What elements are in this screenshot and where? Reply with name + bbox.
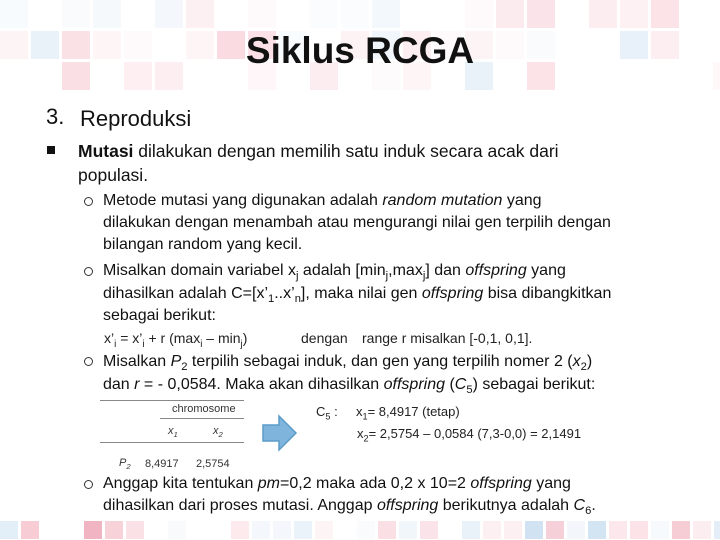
right-arrow-icon [262, 414, 298, 452]
item2-line-1: Misalkan domain variabel $x_j$ adalah $[\min_j,\max_j]$ dan offspring yang [103, 262, 566, 283]
intro-rest: dilakukan dengan memilih satu induk secara acak dari [133, 141, 559, 161]
item1-line-1: Metode mutasi yang digunakan adalah random mutation yang [103, 192, 542, 209]
formula-range: range r misalkan [-0,1, 0,1]. [362, 330, 533, 346]
result-x1: $x_1= 8,4917$ (tetap) [356, 404, 460, 422]
decorative-square [372, 0, 400, 28]
table-header: chromosome [172, 403, 236, 415]
mutation-formula: $x’_i$ = $x’_i + r$ $(\max_i - \min_j)$ [104, 330, 248, 350]
decorative-square [609, 521, 627, 539]
decorative-square [567, 521, 585, 539]
decorative-square [357, 521, 375, 539]
decorative-square [630, 521, 648, 539]
result-label: $C_5$ : [316, 404, 338, 422]
item3-line-2: dan r = - 0,0584. Maka akan dihasilkan offspring $(C_5)$ sebagai berikut: [103, 376, 596, 397]
item2-line-3: sebagai berikut: [103, 307, 216, 324]
decorative-square [714, 521, 720, 539]
decorative-square [496, 0, 524, 28]
item2-line-2: dihasilkan adalah $C=[x’_1..x’_n]$, maka nilai gen offspring bisa dibangkitkan [103, 285, 612, 306]
intro-bold: Mutasi [78, 141, 134, 161]
table-cell-x1: 8,4917 [145, 458, 179, 470]
decorative-square [93, 0, 121, 28]
decorative-square [504, 521, 522, 539]
item4-line-1: Anggap kita tentukan pm=0,2 maka ada 0,2 x 10=2 offspring yang [103, 475, 571, 492]
table-col-x2: $x_2$ [213, 425, 223, 440]
item4-line-2: dihasilkan dari proses mutasi. Anggap offspring berikutnya adalah $C_6$. [103, 497, 596, 518]
chromosome-table [100, 396, 246, 472]
decorative-square [294, 521, 312, 539]
decorative-square [155, 0, 183, 28]
decorative-square [248, 0, 276, 28]
table-rule-header [160, 418, 244, 419]
table-row-label: $P_2$ [119, 457, 131, 472]
circle-outline-bullet-icon [84, 267, 93, 276]
decorative-square [341, 0, 369, 28]
decorative-square [527, 0, 555, 28]
decorative-square [378, 521, 396, 539]
decorative-square [525, 521, 543, 539]
decorative-square [462, 521, 480, 539]
decorative-square [105, 521, 123, 539]
decorative-square [21, 521, 39, 539]
decorative-square [546, 521, 564, 539]
decorative-square [186, 0, 214, 28]
item1-line-3: bilangan random yang kecil. [103, 236, 303, 253]
decorative-square [589, 0, 617, 28]
item1-line-2: dilakukan dengan menambah atau mengurangi nilai gen terpilih dengan [103, 214, 611, 231]
slide-title: Siklus RCGA [245, 30, 475, 71]
table-cell-x2: 2,5754 [196, 458, 230, 470]
decorative-square [620, 0, 648, 28]
table-rule-top [100, 400, 244, 401]
decorative-square [588, 521, 606, 539]
decorative-square [315, 521, 333, 539]
decorative-square [310, 0, 338, 28]
decorative-square [483, 521, 501, 539]
result-x2: $x_2= 2,5754 - 0,0584$ (7,3-0,0) = 2,1491 [357, 426, 582, 444]
decorative-square [62, 0, 90, 28]
formula-dengan: dengan [301, 330, 348, 346]
decorative-square [651, 521, 669, 539]
item3-line-1: Misalkan $P_2$ terpilih sebagai induk, dan gen yang terpilih nomer 2 $(x_2)$ [103, 353, 593, 374]
circle-outline-bullet-icon [84, 197, 93, 206]
table-col-x1: $x_1$ [168, 425, 178, 440]
decorative-square [273, 521, 291, 539]
decorative-square [168, 521, 186, 539]
decorative-square [231, 521, 249, 539]
intro-line-1 [78, 140, 672, 162]
section-number: 3. [46, 104, 65, 129]
table-rule-mid [100, 442, 244, 443]
decorative-square [465, 0, 493, 28]
decorative-square [252, 521, 270, 539]
circle-outline-bullet-icon [84, 357, 93, 366]
decorative-square [126, 521, 144, 539]
decorative-square [0, 521, 18, 539]
decorative-square [672, 521, 690, 539]
intro-line-2: populasi. [78, 165, 149, 185]
decorative-square [0, 0, 28, 28]
decorative-footer-band [0, 521, 720, 540]
decorative-square [399, 521, 417, 539]
decorative-square [651, 0, 679, 28]
circle-outline-bullet-icon [84, 480, 93, 489]
decorative-square [84, 521, 102, 539]
decorative-square [420, 521, 438, 539]
decorative-square [693, 521, 711, 539]
section-heading: Reproduksi [80, 106, 192, 131]
square-bullet-icon [47, 146, 55, 154]
